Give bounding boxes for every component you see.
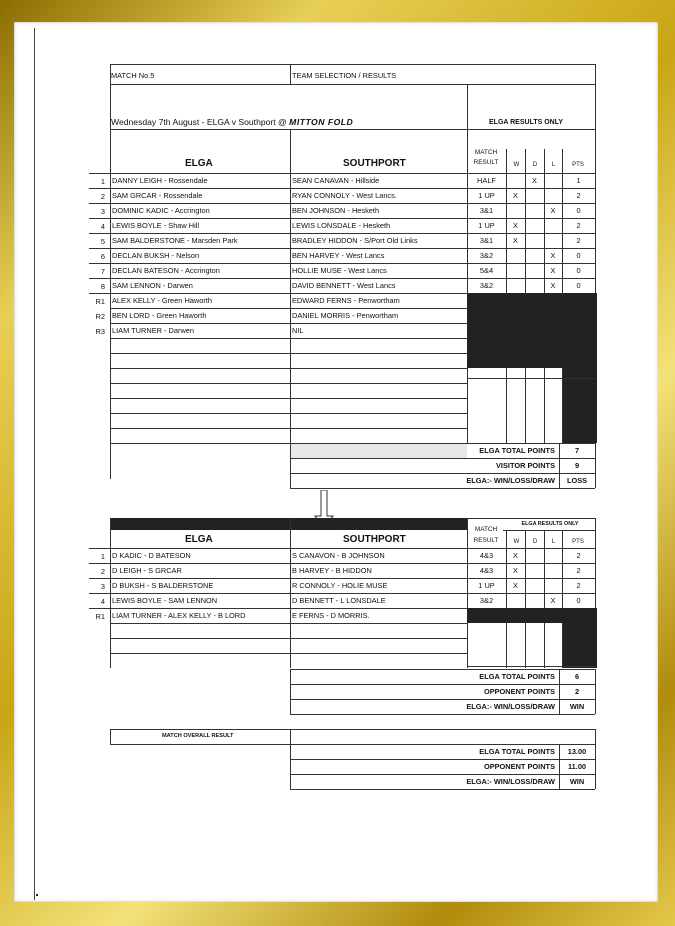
singles-home-header: ELGA	[185, 158, 213, 169]
rule-line	[110, 338, 467, 339]
d-header: D	[532, 162, 538, 168]
home-player: DANNY LEIGH - Rossendale	[112, 176, 208, 185]
points: 2	[576, 236, 581, 245]
overall-result-label: MATCH OVERALL RESULT	[162, 733, 234, 739]
away-player: HOLLIE MUSE - West Lancs	[292, 266, 387, 275]
rule-line	[89, 593, 595, 594]
match-result: 3&2	[479, 251, 494, 260]
rule-line	[89, 548, 595, 549]
shaded-block	[110, 518, 467, 530]
match-result: HALF	[477, 176, 496, 185]
fs-pts-header: PTS	[572, 539, 584, 545]
fs-results-only-label: ELGA RESULTS ONLY	[521, 521, 579, 527]
points: 1	[576, 176, 581, 185]
fs-reserve-number: R1	[95, 612, 105, 621]
column-line	[559, 669, 560, 714]
fs-match-result: 1 UP	[478, 581, 495, 590]
rule-line	[467, 129, 595, 130]
overall-total-value: WIN	[569, 777, 585, 786]
win-mark: X	[513, 236, 518, 245]
fs-d-header: D	[532, 539, 538, 545]
fs-total-label: ELGA:- WIN/LOSS/DRAW	[466, 702, 555, 711]
scan-speck	[36, 894, 38, 896]
fs-home-pair: D LEIGH - S GRCAR	[112, 566, 182, 575]
rule-line	[110, 129, 467, 130]
rule-line	[290, 443, 595, 444]
total-label: ELGA:- WIN/LOSS/DRAW	[466, 476, 555, 485]
match-result: 5&4	[479, 266, 494, 275]
overall-total-value: 13.00	[567, 747, 587, 756]
fs-away-pair: S CANAVON - B JOHNSON	[292, 551, 385, 560]
column-line	[595, 443, 596, 488]
away-player: BRADLEY HIDDON - S/Port Old Links	[292, 236, 418, 245]
rule-line	[290, 458, 595, 459]
fs-win-mark: X	[513, 551, 518, 560]
elga-results-only-label: ELGA RESULTS ONLY	[489, 119, 564, 126]
fs-total-value: 2	[574, 687, 580, 696]
rule-line	[110, 64, 595, 65]
overall-total-label: ELGA:- WIN/LOSS/DRAW	[466, 777, 555, 786]
rule-line	[89, 173, 595, 174]
home-reserve: ALEX KELLY - Green Haworth	[112, 296, 212, 305]
reserve-number: R2	[95, 312, 105, 321]
away-reserve: DANIEL MORRIS - Penwortham	[292, 311, 399, 320]
rule-line	[89, 203, 595, 204]
away-player: LEWIS LONSDALE - Hesketh	[292, 221, 391, 230]
rule-line	[467, 518, 595, 519]
match-result: 1 UP	[478, 191, 495, 200]
fs-points: 0	[576, 596, 581, 605]
column-line	[467, 84, 468, 444]
away-reserve: EDWARD FERNS - Penwortham	[292, 296, 400, 305]
l-header: L	[551, 162, 556, 168]
rule-line	[290, 714, 595, 715]
reserve-number: R1	[95, 297, 105, 306]
shaded-block	[563, 368, 597, 443]
column-line	[290, 744, 291, 789]
match-number: MATCH No.5	[111, 71, 155, 80]
fs-points: 2	[576, 581, 581, 590]
rule-line	[290, 473, 595, 474]
away-player: SEAN CANAVAN - Hillside	[292, 176, 380, 185]
row-number: 8	[100, 282, 105, 291]
singles-away-header: SOUTHPORT	[343, 158, 406, 169]
away-player: BEN HARVEY - West Lancs	[292, 251, 385, 260]
rule-line	[110, 623, 467, 624]
fs-home-pair: LEWIS BOYLE - SAM LENNON	[112, 596, 218, 605]
total-value: 9	[574, 461, 580, 470]
column-line	[290, 129, 291, 444]
match-result: 3&1	[479, 206, 494, 215]
rule-line	[110, 638, 467, 639]
column-line	[290, 64, 291, 84]
rule-line	[110, 383, 467, 384]
rule-line	[290, 684, 595, 685]
fs-home-pair: D KADIC - D BATESON	[112, 551, 191, 560]
rule-line	[110, 653, 467, 654]
fs-home-pair: D BUKSH - S BALDERSTONE	[112, 581, 214, 590]
match-result: 1 UP	[478, 221, 495, 230]
rule-line	[467, 378, 595, 379]
home-reserve: LIAM TURNER - Darwen	[112, 326, 194, 335]
fs-points: 2	[576, 566, 581, 575]
rule-line	[290, 789, 595, 790]
rule-line	[110, 368, 467, 369]
fs-away-pair: R CONNOLY - HOLIE MUSE	[292, 581, 388, 590]
column-line	[595, 64, 596, 84]
loss-mark: X	[550, 281, 556, 290]
points: 0	[576, 281, 581, 290]
rule-line	[110, 308, 467, 309]
match-result-header-2: RESULT	[473, 159, 499, 166]
rule-line	[89, 578, 595, 579]
column-line	[110, 64, 111, 84]
fs-w-header: W	[513, 539, 520, 545]
fs-points: 2	[576, 551, 581, 560]
rule-line	[89, 248, 595, 249]
home-player: DECLAN BUKSH - Nelson	[112, 251, 200, 260]
row-number: 7	[100, 267, 105, 276]
rule-line	[110, 353, 467, 354]
row-number: 3	[100, 207, 105, 216]
rule-line	[290, 699, 595, 700]
fs-row-number: 3	[100, 582, 105, 591]
column-line	[290, 443, 291, 488]
rule-line	[290, 488, 595, 489]
column-line	[290, 729, 291, 744]
column-line	[290, 669, 291, 714]
points: 0	[576, 266, 581, 275]
points: 2	[576, 191, 581, 200]
points: 2	[576, 221, 581, 230]
total-label: VISITOR POINTS	[496, 461, 555, 470]
column-line	[595, 669, 596, 714]
home-player: SAM GRCAR - Rossendale	[112, 191, 203, 200]
loss-mark: X	[550, 266, 556, 275]
rule-line	[89, 563, 595, 564]
fs-row-number: 2	[100, 567, 105, 576]
rule-line	[89, 278, 595, 279]
draw-mark: X	[532, 176, 537, 185]
total-value: LOSS	[566, 476, 588, 485]
shaded-block	[467, 608, 597, 623]
rule-line	[89, 263, 595, 264]
pts-header: PTS	[572, 162, 584, 168]
fs-total-value: WIN	[569, 702, 585, 711]
rule-line	[290, 774, 595, 775]
fs-away-reserve: E FERNS - D MORRIS.	[292, 611, 370, 620]
overall-total-label: ELGA TOTAL POINTS	[479, 747, 555, 756]
home-player: SAM LENNON - Darwen	[112, 281, 193, 290]
fs-total-label: OPPONENT POINTS	[483, 687, 555, 696]
rule-line	[110, 428, 467, 429]
rule-line	[110, 413, 467, 414]
rule-line	[89, 188, 595, 189]
rule-line	[110, 84, 595, 85]
fs-row-number: 4	[100, 597, 105, 606]
column-line	[525, 530, 526, 668]
rule-line	[110, 729, 595, 730]
points: 0	[576, 206, 581, 215]
fs-match-result-header-1: MATCH	[474, 526, 498, 533]
fs-loss-mark: X	[550, 596, 556, 605]
team-selection-title: TEAM SELECTION / RESULTS	[292, 71, 397, 80]
fs-match-result: 4&3	[479, 551, 494, 560]
row-number: 4	[100, 222, 105, 231]
rule-line	[290, 669, 595, 670]
column-line	[110, 84, 111, 479]
home-player: SAM BALDERSTONE - Marsden Park	[112, 236, 238, 245]
away-reserve: NIL	[292, 326, 304, 335]
fs-row-number: 1	[100, 552, 105, 561]
rule-line	[467, 666, 595, 667]
row-number: 1	[100, 177, 105, 186]
fs-win-mark: X	[513, 581, 518, 590]
match-result-header-1: MATCH	[474, 149, 498, 156]
fs-match-result-header-2: RESULT	[473, 537, 499, 544]
fs-l-header: L	[551, 539, 556, 545]
fs-match-result: 3&2	[479, 596, 494, 605]
home-player: LEWIS BOYLE - Shaw Hill	[112, 221, 200, 230]
overall-total-label: OPPONENT POINTS	[483, 762, 555, 771]
home-player: DECLAN BATESON - Accrington	[112, 266, 220, 275]
away-player: DAVID BENNETT - West Lancs	[292, 281, 396, 290]
fs-away-pair: B HARVEY - B HIDDON	[292, 566, 372, 575]
fs-home-reserve: LIAM TURNER - ALEX KELLY - B LORD	[112, 611, 246, 620]
column-line	[595, 729, 596, 744]
shaded-block	[563, 623, 597, 668]
row-number: 5	[100, 237, 105, 246]
column-line	[595, 744, 596, 789]
shaded-block	[467, 293, 597, 368]
venue: MITTON FOLD	[289, 117, 354, 127]
win-mark: X	[513, 191, 518, 200]
column-line	[110, 729, 111, 744]
results-form	[89, 63, 597, 791]
row-number: 2	[100, 192, 105, 201]
reserve-number: R3	[95, 327, 105, 336]
match-result: 3&1	[479, 236, 494, 245]
fixture-line: Wednesday 7th August - ELGA v Southport @ MITTON FOLD	[111, 117, 354, 127]
home-player: DOMINIC KADIC - Accrington	[112, 206, 210, 215]
rule-line	[110, 398, 467, 399]
margin-line	[34, 28, 35, 900]
points: 0	[576, 251, 581, 260]
fs-match-result: 4&3	[479, 566, 494, 575]
column-line	[559, 443, 560, 488]
away-player: RYAN CONNOLY - West Lancs.	[292, 191, 397, 200]
win-mark: X	[513, 221, 518, 230]
rule-line	[110, 744, 595, 745]
loss-mark: X	[550, 251, 556, 260]
match-result: 3&2	[479, 281, 494, 290]
rule-line	[503, 530, 595, 531]
fs-away-pair: D BENNETT - L LONSDALE	[292, 596, 386, 605]
home-reserve: BEN LORD - Green Haworth	[112, 311, 207, 320]
loss-mark: X	[550, 206, 556, 215]
fs-total-label: ELGA TOTAL POINTS	[479, 672, 555, 681]
rule-line	[89, 233, 595, 234]
column-line	[559, 744, 560, 789]
fs-win-mark: X	[513, 566, 518, 575]
away-player: BEN JOHNSON - Hesketh	[292, 206, 380, 215]
foursomes-away-header: SOUTHPORT	[343, 534, 406, 545]
rule-line	[89, 218, 595, 219]
foursomes-home-header: ELGA	[185, 534, 213, 545]
total-label: ELGA TOTAL POINTS	[479, 446, 555, 455]
overall-total-value: 11.00	[567, 762, 587, 771]
column-line	[506, 530, 507, 668]
total-value: 7	[574, 446, 580, 455]
rule-line	[290, 759, 595, 760]
rule-line	[110, 323, 467, 324]
w-header: W	[513, 162, 520, 168]
fs-total-value: 6	[574, 672, 580, 681]
row-number: 6	[100, 252, 105, 261]
